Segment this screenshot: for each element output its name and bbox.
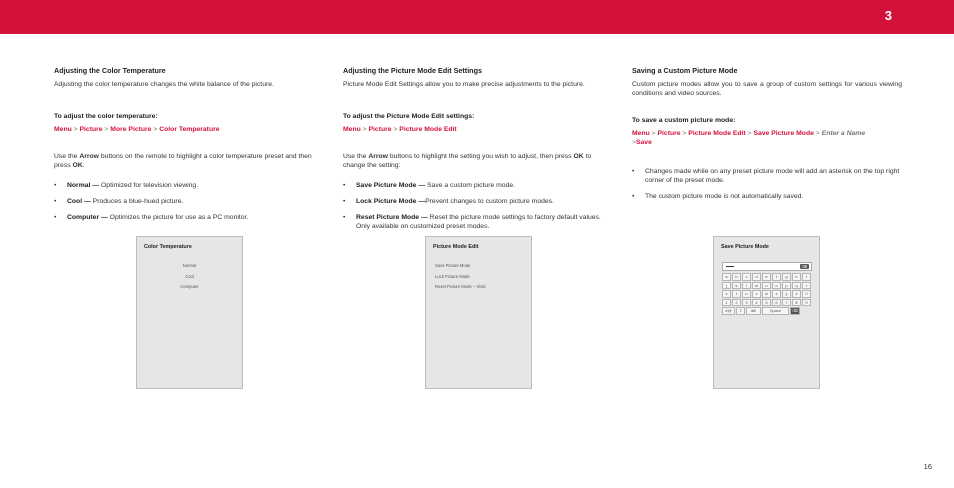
list-item: • Computer — Optimizes the picture for use as a PC monitor. [54, 214, 249, 221]
key[interactable]: 4 [752, 299, 761, 307]
crumb-picture: Picture [79, 126, 103, 133]
panel-title: Save Picture Mode [721, 244, 769, 250]
crumb-more-picture: More Picture [110, 126, 152, 133]
crumb-picture: Picture [368, 126, 392, 133]
menu-breadcrumb: Menu > Picture > Picture Mode Edit [343, 126, 457, 133]
key[interactable]: 0 [802, 290, 811, 298]
key[interactable]: k [732, 282, 741, 290]
crumb-menu: Menu [632, 130, 650, 137]
menu-breadcrumb: Menu > Picture > Picture Mode Edit > Save Picture Mode > Enter a Name >Save [632, 130, 866, 146]
menu-item-computer[interactable]: Computer [180, 284, 199, 289]
key[interactable]: 5 [762, 299, 771, 307]
list-item: • Save Picture Mode — Save a custom picture mode. [343, 182, 516, 189]
key[interactable]: 8 [792, 299, 801, 307]
keyboard-row [722, 282, 812, 290]
key[interactable]: p [782, 282, 791, 290]
panel-menu-list [435, 263, 485, 295]
key[interactable]: e [762, 273, 771, 281]
section-intro: Adjusting the color temperature changes the white balance of the picture. [54, 81, 274, 88]
note-list [632, 167, 902, 201]
key[interactable]: 3 [742, 299, 751, 307]
key[interactable]: l [742, 282, 751, 290]
panel-title: Color Temperature [144, 244, 192, 250]
menu-item-cool[interactable]: Cool [185, 273, 194, 279]
keyboard-row [722, 290, 812, 298]
crumb-picture: Picture [657, 130, 681, 137]
section-title: Adjusting the Picture Mode Edit Settings [343, 66, 482, 75]
crumb-menu: Menu [54, 126, 72, 133]
key[interactable]: n [762, 282, 771, 290]
menu-breadcrumb: Menu > Picture > More Picture > Color Temperature [54, 126, 220, 133]
accents-key[interactable]: äël [746, 307, 761, 315]
key[interactable]: d [752, 273, 761, 281]
backspace-icon[interactable]: ⌫ [801, 264, 808, 269]
key[interactable]: o [772, 282, 781, 290]
color-temperature-menu-screenshot [136, 236, 243, 389]
key[interactable]: 6 [772, 299, 781, 307]
key[interactable]: f [772, 273, 781, 281]
howto-heading: To adjust the Picture Mode Edit settings: [343, 113, 475, 120]
list-item: • The custom picture mode is not automatically saved. [632, 193, 804, 200]
menu-item-save-picture-mode[interactable]: Save Picture Mode [435, 263, 471, 268]
howto-heading: To adjust the color temperature: [54, 113, 158, 120]
panel-title: Picture Mode Edit [433, 244, 479, 250]
crumb-menu: Menu [343, 126, 361, 133]
menu-item-reset-picture-mode[interactable]: Reset Picture Mode – Vivid [435, 284, 486, 289]
list-item: • Changes made while on any preset picture mode will add an asterisk on the top right corner of the preset mode. [632, 168, 900, 184]
section-title: Saving a Custom Picture Mode [632, 66, 738, 75]
keyboard-row [722, 307, 812, 315]
shift-icon[interactable]: ⇧ [736, 307, 745, 315]
key[interactable]: q [792, 282, 801, 290]
key[interactable]: v [752, 290, 761, 298]
space-key[interactable]: Space [762, 307, 789, 315]
crumb-save: Save [635, 139, 652, 146]
text-cursor [726, 266, 734, 267]
section-color-temperature [54, 64, 326, 229]
symbols-key[interactable]: #@ [722, 307, 735, 315]
key[interactable]: h [792, 273, 801, 281]
section-save-custom-picture-mode [632, 64, 902, 208]
key[interactable]: y [782, 290, 791, 298]
key[interactable]: m [752, 282, 761, 290]
delete-icon[interactable]: ⌫ [790, 307, 800, 315]
chapter-number: 3 [884, 8, 892, 23]
picture-mode-edit-menu-screenshot [425, 236, 532, 389]
key[interactable]: 1 [722, 299, 731, 307]
instruction-text: Use the Arrow buttons to highlight the setting you wish to adjust, then press OK to change the setting: [343, 153, 592, 169]
crumb-save-picture-mode: Save Picture Mode [753, 130, 814, 137]
key[interactable]: i [802, 273, 811, 281]
keyboard-row [722, 299, 812, 307]
name-input[interactable] [722, 262, 812, 271]
key[interactable]: b [732, 273, 741, 281]
key[interactable]: 9 [802, 299, 811, 307]
page-number: 16 [923, 462, 932, 471]
instruction-text: Use the Arrow buttons on the remote to highlight a color temperature preset and then press OK. [54, 153, 312, 169]
howto-heading: To save a custom picture mode: [632, 117, 736, 124]
section-picture-mode-edit [343, 64, 615, 238]
key[interactable]: g [782, 273, 791, 281]
on-screen-keyboard [722, 273, 812, 316]
list-item: • Lock Picture Mode —Prevent changes to custom picture modes. [343, 198, 554, 205]
option-list [343, 181, 615, 231]
key[interactable]: j [722, 282, 731, 290]
save-picture-mode-screenshot [713, 236, 820, 389]
key[interactable]: 7 [782, 299, 791, 307]
list-item: • Cool — Produces a blue-hued picture. [54, 198, 184, 205]
key[interactable]: a [722, 273, 731, 281]
section-intro: Custom picture modes allow you to save a group of custom settings for various viewing conditions and video sources. [632, 81, 902, 97]
key[interactable]: r [802, 282, 811, 290]
keyboard-row [722, 273, 812, 281]
option-list [54, 181, 326, 222]
menu-item-normal[interactable]: Normal [182, 263, 197, 268]
key[interactable]: t [732, 290, 741, 298]
section-title: Adjusting the Color Temperature [54, 66, 166, 75]
key[interactable]: u [742, 290, 751, 298]
key[interactable]: x [772, 290, 781, 298]
panel-menu-list [137, 263, 242, 295]
crumb-picture-mode-edit: Picture Mode Edit [399, 126, 457, 133]
key[interactable]: c [742, 273, 751, 281]
key[interactable]: z [792, 290, 801, 298]
crumb-enter-a-name: Enter a Name [821, 130, 866, 137]
list-item: • Reset Picture Mode — Reset the picture mode settings to factory default values. Only available on customized preset modes. [343, 214, 601, 230]
chapter-header-bar [0, 0, 954, 34]
crumb-picture-mode-edit: Picture Mode Edit [688, 130, 746, 137]
section-intro: Picture Mode Edit Settings allow you to make precise adjustments to the picture. [343, 81, 585, 88]
key[interactable]: w [762, 290, 771, 298]
key[interactable]: 2 [732, 299, 741, 307]
crumb-color-temperature: Color Temperature [159, 126, 220, 133]
key[interactable]: s [722, 290, 731, 298]
list-item: • Normal — Optimized for television viewing. [54, 182, 199, 189]
menu-item-lock-picture-mode[interactable]: Lock Picture Mode [435, 273, 470, 279]
